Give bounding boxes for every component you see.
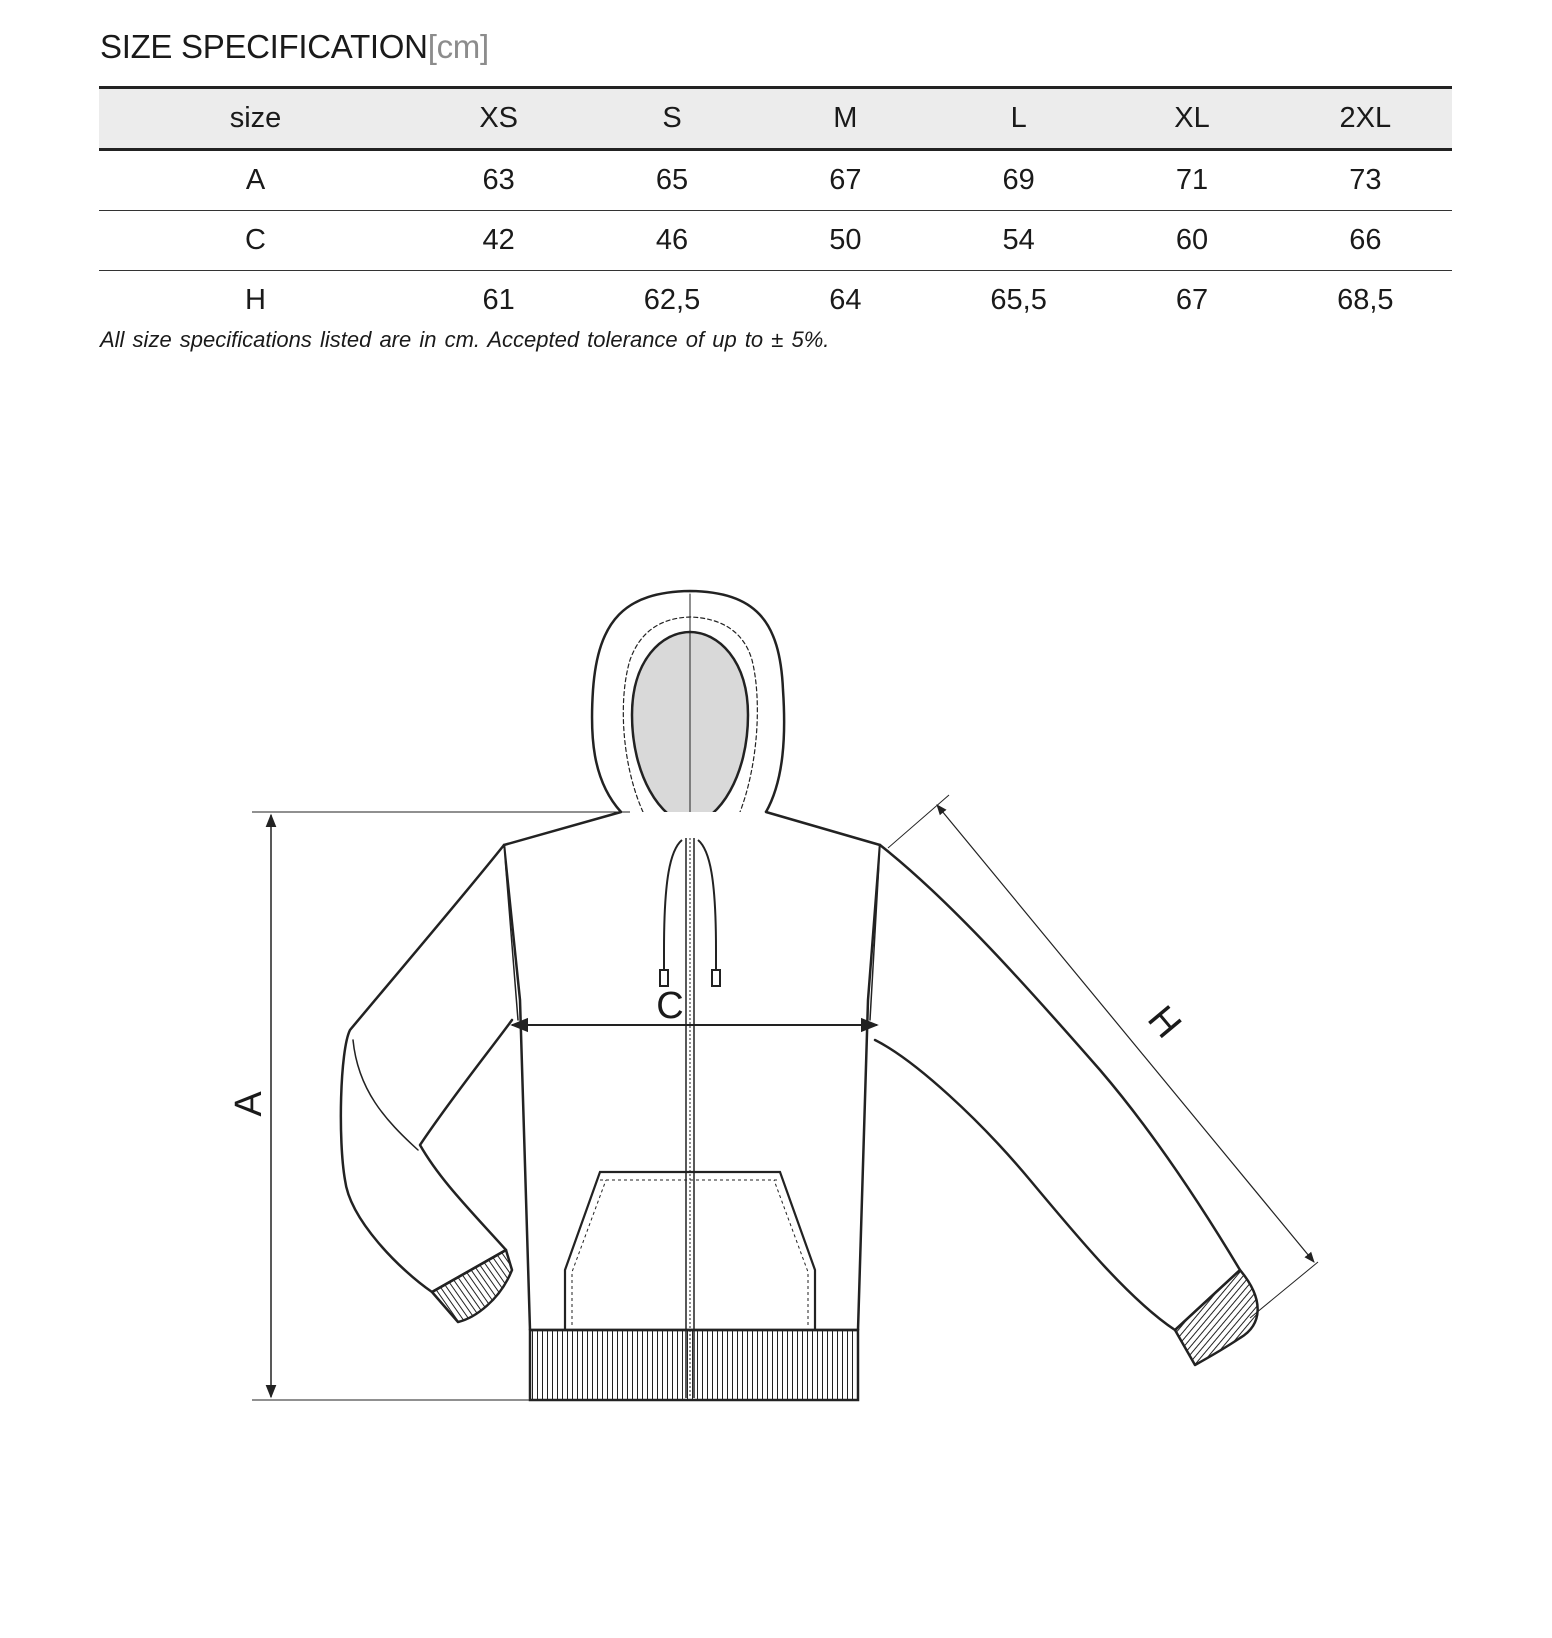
table-cell: 71 [1175,164,1209,196]
left-sleeve [341,845,512,1292]
table-cell: 61 [412,271,585,331]
dimension-h-label: H [1139,998,1190,1047]
row-label-a: A [245,164,266,196]
table-cell: 42 [412,211,585,271]
row-label-h: H [99,271,412,331]
table-cell: 69 [1002,164,1035,196]
table-cell: 73 [1349,164,1382,196]
size-header-2xl: 2XL [1279,88,1452,150]
table-cell: 62,5 [585,271,758,331]
size-header-xs: XS [412,88,585,150]
table-cell: 66 [1279,211,1452,271]
table-cell: 50 [759,211,932,271]
table-cell: 65 [655,164,689,196]
title-main: SIZE SPECIFICATION [100,28,428,65]
table-cell: 67 [1105,271,1278,331]
table-cell: 60 [1105,211,1278,271]
title-unit: [cm] [427,28,489,65]
size-column-header: size [99,88,412,150]
tolerance-note: All size specifications listed are in cm. Accepted tolerance of up to ± 5%. [100,327,830,352]
size-header-xl: XL [1105,88,1278,150]
table-cell: 63 [482,164,515,196]
table-cell: 65,5 [932,271,1105,331]
table-cell: 64 [759,271,932,331]
table-cell: 67 [829,164,862,196]
table-cell: 46 [585,211,758,271]
table-cell: 54 [932,211,1105,271]
hoodie-outline [341,591,1240,1330]
dimension-a-label: A [228,1091,270,1117]
size-header-s: S [585,88,758,150]
size-header-m: M [759,88,932,150]
right-sleeve [875,845,1240,1330]
dimension-c-label: C [656,985,684,1027]
table-cell: 68,5 [1279,271,1452,331]
body-shell [504,812,880,1330]
row-label-c: C [99,211,412,271]
size-header-l: L [932,88,1105,150]
